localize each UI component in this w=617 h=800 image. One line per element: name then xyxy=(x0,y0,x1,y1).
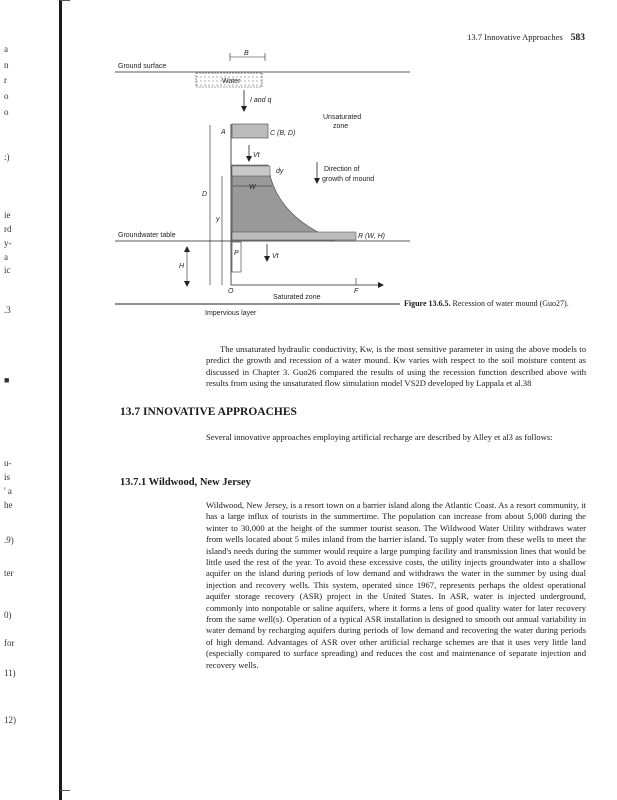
p-label: P xyxy=(234,250,239,257)
header-section: 13.7 Innovative Approaches xyxy=(467,32,563,42)
gutter-char: r xyxy=(4,75,7,85)
d-label: D xyxy=(202,191,208,198)
gutter-char: o xyxy=(4,107,9,117)
paragraph-wildwood: Wildwood, New Jersey, is a resort town on a barrier island along the Atlantic Coast. As a resort community, it has a large influx of tourists in the summertime. The population can increase from about 5,000 during the winter to 30,000 at the height of the summer tourist season. The Wildwood Water Utility withdraws water from wells located about 5 miles inland from the barrier island. To supply water from these wells to meet the island's needs during the summer would require a large pumping facility and transmission lines that would be little used the rest of the year. To avoid these excessive costs, the utility injects groundwater into a shallow aquifer on the island during periods of low demand and withdraws the water in the summer by using dual injection and recovery wells. This system, operated since 1967, represents perhaps the oldest operational aquifer storage recovery (ASR) project in the United States. In ASR, water is injected underground, commonly into nonpotable or saline aquifers, where it forms a lens of good quality water for later recovery from the same well(s). Operation of a typical ASR installation is designed to smooth out annual variability in water demand by recharging aquifers during periods of low demand and recovering the water during periods of high demand. Advantages of ASR over other artificial recharge schemes are that it uses very little land (especially compared to surface spreading) and reduces the cost and maintenance of separate injection and recovery wells. xyxy=(206,500,586,670)
c-label: C (B, D) xyxy=(270,130,296,137)
gutter-char: for xyxy=(4,638,15,648)
water-label: Water xyxy=(222,78,241,85)
y-label: y xyxy=(216,216,220,223)
gutter-char: a xyxy=(4,44,8,54)
gutter-char: ic xyxy=(4,265,11,275)
mound-base-band xyxy=(232,232,356,240)
h-arrow-top xyxy=(184,246,190,252)
a-label: A xyxy=(221,129,226,136)
figure-water-mound-diagram xyxy=(0,0,617,330)
gutter-char: a xyxy=(4,252,8,262)
i-and-q-label: I and q xyxy=(250,97,272,104)
gutter-char: .3 xyxy=(4,305,11,315)
spine-tick xyxy=(60,790,70,791)
h-arrow-bottom xyxy=(184,281,190,287)
gutter-char: he xyxy=(4,500,13,510)
figure-caption xyxy=(404,298,594,309)
gutter-char: o xyxy=(4,91,9,101)
gutter-char: y- xyxy=(4,238,12,248)
r-label: R (W, H) xyxy=(358,233,385,240)
gutter-char: is xyxy=(4,472,11,482)
gutter-char: :) xyxy=(4,152,10,162)
gutter-char: ter xyxy=(4,568,14,578)
gutter-char: ■ xyxy=(4,375,10,385)
wetting-front-block xyxy=(232,124,268,138)
p-column xyxy=(232,242,241,272)
paragraph-intro: Several innovative approaches employing artificial recharge are described by Alley et al3 as follows: xyxy=(206,432,553,442)
vt-label-lower: Vt xyxy=(272,253,279,260)
direction-label: Direction of xyxy=(324,166,360,173)
saturated-zone-label: Saturated zone xyxy=(273,294,321,301)
page-number: 583 xyxy=(570,33,585,43)
groundwater-table-label: Groundwater table xyxy=(118,232,176,239)
impervious-layer-label: Impervious layer xyxy=(205,310,257,317)
infiltration-arrowhead xyxy=(241,106,247,112)
vt-label: Vt xyxy=(253,152,260,159)
growth-direction-arrowhead xyxy=(314,178,320,184)
subsection-heading: 13.7.1 Wildwood, New Jersey xyxy=(120,477,251,488)
vt-arrowhead-lower xyxy=(264,256,270,262)
gutter-char: rd xyxy=(4,224,12,234)
unsaturated-zone-label: Unsaturated xyxy=(323,114,362,121)
paragraph-kw: The unsaturated hydraulic conductivity, Kw, is the most sensitive parameter in using the above models to predict the growth and recession of a water mound. Kw varies with respect to the soil moisture content as discussed in Chapter 3. Guo26 compared the results of using the recession function described above with results from using the unsaturated flow simulation model VS2D developed by Lappala et al.38 xyxy=(206,344,586,389)
f-label: F xyxy=(354,288,359,295)
h-label: H xyxy=(179,263,185,270)
caption-label: Figure 13.6.5. xyxy=(404,299,451,308)
dy-label: dy xyxy=(276,168,284,175)
gutter-char: 12) xyxy=(4,715,16,725)
direction-label-2: growth of mound xyxy=(322,176,375,183)
dy-strip xyxy=(232,166,270,176)
caption-text: Recession of water mound (Guo27). xyxy=(452,299,569,308)
w-label: W xyxy=(249,184,256,191)
x-axis-arrowhead xyxy=(378,282,384,288)
gutter-char: ie xyxy=(4,210,11,220)
gutter-char: n xyxy=(4,60,9,70)
gutter-char: 0) xyxy=(4,610,12,620)
gutter-char: u- xyxy=(4,458,12,468)
gutter-char: 11) xyxy=(4,668,16,678)
b-label: B xyxy=(244,50,249,57)
section-heading: 13.7 INNOVATIVE APPROACHES xyxy=(120,406,297,418)
gutter-char: ' a xyxy=(4,486,12,496)
vt-arrowhead xyxy=(246,156,252,162)
unsaturated-zone-label-2: zone xyxy=(333,123,349,130)
o-label: O xyxy=(228,288,234,295)
ground-surface-label: Ground surface xyxy=(118,63,167,70)
gutter-char: .9) xyxy=(4,535,14,545)
